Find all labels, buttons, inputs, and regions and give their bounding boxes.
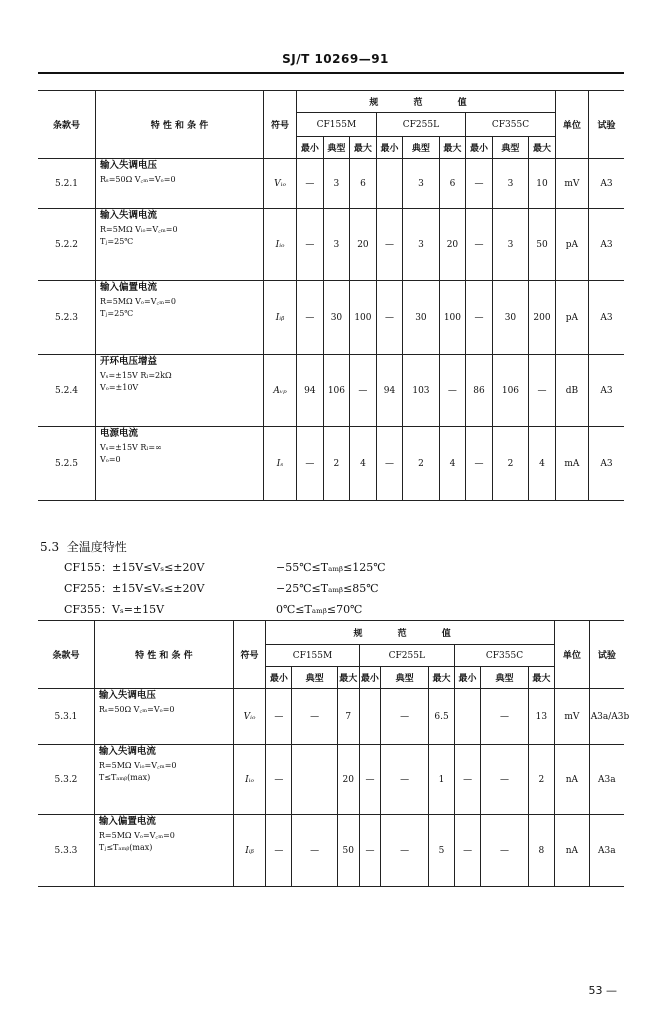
value-cell: 6.5 xyxy=(429,689,455,745)
table-row xyxy=(38,745,624,815)
value-cell: 2 xyxy=(323,427,350,501)
condition-title: 输入偏置电流 xyxy=(98,816,156,827)
condition-line: Rₛ=50Ω V꜀ₘ=Vₒ=0 xyxy=(98,704,175,714)
test-cell: A3 xyxy=(588,209,624,281)
symbol-cell: Aᵥₚ xyxy=(263,355,296,427)
value-cell: — xyxy=(297,427,324,501)
spec-table-room-temp xyxy=(38,90,624,501)
header-max: 最大 xyxy=(350,137,377,159)
header-min: 最小 xyxy=(455,667,481,689)
value-cell: 94 xyxy=(376,355,403,427)
condition-line: Vₒ=±10V xyxy=(99,383,139,393)
value-cell: — xyxy=(376,281,403,355)
value-cell: 6 xyxy=(439,159,466,209)
value-cell: 50 xyxy=(529,209,556,281)
value-cell: — xyxy=(466,159,493,209)
value-cell: — xyxy=(297,159,324,209)
header-min: 最小 xyxy=(466,137,493,159)
page-number: 53 — xyxy=(588,984,617,997)
item-number: 5.2.5 xyxy=(38,427,95,501)
value-cell: 50 xyxy=(337,815,359,887)
temp-condition-line: CF355：Vₛ=±15V 0℃≤Tₐₘᵦ≤70℃ xyxy=(64,603,363,616)
header-test: 试验 xyxy=(589,621,624,689)
table-row xyxy=(38,427,624,501)
unit-cell: pA xyxy=(555,281,588,355)
value-cell: 86 xyxy=(466,355,493,427)
value-cell: 7 xyxy=(337,689,359,745)
value-cell: — xyxy=(266,745,292,815)
item-number: 5.2.4 xyxy=(38,355,95,427)
condition-cell xyxy=(94,689,233,745)
header-symbol: 符号 xyxy=(233,621,266,689)
header-cond: 特 性 和 条 件 xyxy=(94,621,233,689)
test-cell: A3a/A3b xyxy=(589,689,624,745)
unit-cell: mV xyxy=(555,159,588,209)
unit-cell: dB xyxy=(555,355,588,427)
table-row xyxy=(38,355,624,427)
table-row xyxy=(38,689,624,745)
value-cell: 5 xyxy=(429,815,455,887)
condition-cell xyxy=(95,427,263,501)
section-heading xyxy=(40,538,127,555)
spec-table-full-temp xyxy=(38,620,630,887)
condition-title: 电源电流 xyxy=(99,428,138,439)
value-cell: — xyxy=(381,745,429,815)
value-cell: 3 xyxy=(403,209,439,281)
value-cell: 103 xyxy=(403,355,439,427)
document-header: SJ/T 10269—91 xyxy=(282,52,389,66)
value-cell: 4 xyxy=(439,427,466,501)
value-cell: — xyxy=(455,815,481,887)
value-cell xyxy=(292,745,338,815)
value-cell: — xyxy=(381,689,429,745)
value-cell: 20 xyxy=(337,745,359,815)
value-cell: 13 xyxy=(528,689,554,745)
header-model: CF255L xyxy=(359,645,454,667)
condition-line: R=5MΩ Vₒ=V꜀ₘ=0 xyxy=(98,830,175,840)
item-number: 5.2.3 xyxy=(38,281,95,355)
header-max: 最大 xyxy=(429,667,455,689)
symbol-cell: Vᵢₒ xyxy=(233,689,266,745)
unit-cell: mV xyxy=(554,689,589,745)
condition-cell xyxy=(95,281,263,355)
temp-condition-line: CF155：±15V≤Vₛ≤±20V −55℃≤Tₐₘᵦ≤125℃ xyxy=(64,561,386,574)
header-model: CF355C xyxy=(455,645,555,667)
header-model: CF255L xyxy=(376,113,466,137)
value-cell: 8 xyxy=(528,815,554,887)
header-symbol: 符号 xyxy=(263,91,296,159)
item-number: 5.2.1 xyxy=(38,159,95,209)
header-rule xyxy=(38,72,624,74)
header-typ: 典型 xyxy=(292,667,338,689)
table-row xyxy=(38,209,624,281)
header-min: 最小 xyxy=(359,667,381,689)
value-cell: — xyxy=(376,209,403,281)
value-cell: 3 xyxy=(323,209,350,281)
value-cell: 30 xyxy=(323,281,350,355)
test-cell: A3a xyxy=(589,745,624,815)
value-cell: — xyxy=(292,689,338,745)
value-cell: — xyxy=(529,355,556,427)
value-cell: 3 xyxy=(403,159,439,209)
condition-title: 输入失调电流 xyxy=(99,210,157,221)
value-cell: 106 xyxy=(492,355,528,427)
value-cell xyxy=(359,689,381,745)
condition-line: Rₛ=50Ω V꜀ₘ=Vₒ=0 xyxy=(99,174,176,184)
header-model: CF355C xyxy=(466,113,556,137)
condition-cell xyxy=(95,159,263,209)
header-model: CF155M xyxy=(297,113,377,137)
header-min: 最小 xyxy=(297,137,324,159)
value-cell: 3 xyxy=(323,159,350,209)
unit-cell: nA xyxy=(554,815,589,887)
value-cell: 2 xyxy=(528,745,554,815)
condition-cell xyxy=(94,815,233,887)
header-item: 条款号 xyxy=(38,91,95,159)
condition-title: 开环电压增益 xyxy=(99,356,157,367)
value-cell: 4 xyxy=(529,427,556,501)
value-cell: 30 xyxy=(492,281,528,355)
value-cell: — xyxy=(466,281,493,355)
value-cell: — xyxy=(481,815,529,887)
item-number: 5.3.2 xyxy=(38,745,94,815)
value-cell: — xyxy=(376,427,403,501)
condition-line: Tⱼ=25℃ xyxy=(99,237,134,247)
value-cell: — xyxy=(266,689,292,745)
value-cell: — xyxy=(292,815,338,887)
value-cell: 10 xyxy=(529,159,556,209)
header-max: 最大 xyxy=(337,667,359,689)
value-cell: 100 xyxy=(350,281,377,355)
value-cell: 200 xyxy=(529,281,556,355)
condition-line: R=5MΩ Vₒ=V꜀ₘ=0 xyxy=(99,296,176,306)
table-row xyxy=(38,815,624,887)
header-max: 最大 xyxy=(439,137,466,159)
item-number: 5.3.3 xyxy=(38,815,94,887)
header-spec: 规 范 值 xyxy=(297,91,556,113)
value-cell xyxy=(376,159,403,209)
condition-line: T≤Tₐₘᵦ(max) xyxy=(98,773,151,783)
symbol-cell: Vᵢₒ xyxy=(263,159,296,209)
header-max: 最大 xyxy=(528,667,554,689)
value-cell: 2 xyxy=(403,427,439,501)
test-cell: A3 xyxy=(588,281,624,355)
header-typ: 典型 xyxy=(481,667,529,689)
value-cell xyxy=(455,689,481,745)
temp-condition-line: CF255：±15V≤Vₛ≤±20V −25℃≤Tₐₘᵦ≤85℃ xyxy=(64,582,379,595)
symbol-cell: Iᵢₒ xyxy=(233,745,266,815)
header-spec: 规 范 值 xyxy=(266,621,555,645)
condition-title: 输入失调电压 xyxy=(99,160,157,171)
value-cell: 1 xyxy=(429,745,455,815)
item-number: 5.2.2 xyxy=(38,209,95,281)
value-cell: — xyxy=(297,209,324,281)
condition-line: R=5MΩ Vᵢₒ=V꜀ₘ=0 xyxy=(99,224,178,234)
header-typ: 典型 xyxy=(403,137,439,159)
value-cell: 3 xyxy=(492,159,528,209)
value-cell: 2 xyxy=(492,427,528,501)
symbol-cell: Iᵢᵦ xyxy=(263,281,296,355)
value-cell: — xyxy=(381,815,429,887)
header-unit: 单位 xyxy=(555,91,588,159)
value-cell: — xyxy=(466,427,493,501)
value-cell: — xyxy=(359,815,381,887)
condition-line: Vₛ=±15V Rₗ=2kΩ xyxy=(99,370,172,380)
unit-cell: nA xyxy=(554,745,589,815)
value-cell: 106 xyxy=(323,355,350,427)
table-row xyxy=(38,281,624,355)
table-row xyxy=(38,159,624,209)
value-cell: 30 xyxy=(403,281,439,355)
value-cell: — xyxy=(439,355,466,427)
header-min: 最小 xyxy=(266,667,292,689)
header-unit: 单位 xyxy=(554,621,589,689)
condition-title: 输入偏置电流 xyxy=(99,282,157,293)
value-cell: — xyxy=(466,209,493,281)
value-cell: — xyxy=(481,745,529,815)
condition-line: Tⱼ≤Tₐₘᵦ(max) xyxy=(98,843,153,853)
condition-line: Vₒ=0 xyxy=(99,455,121,465)
condition-title: 输入失调电压 xyxy=(98,690,156,701)
test-cell: A3 xyxy=(588,355,624,427)
unit-cell: pA xyxy=(555,209,588,281)
test-cell: A3 xyxy=(588,427,624,501)
value-cell: 20 xyxy=(350,209,377,281)
condition-cell xyxy=(95,209,263,281)
value-cell: 94 xyxy=(297,355,324,427)
section-title: 全温度特性 xyxy=(66,540,127,554)
value-cell: 100 xyxy=(439,281,466,355)
value-cell: 3 xyxy=(492,209,528,281)
section-number: 5.3 xyxy=(40,540,60,554)
condition-cell xyxy=(95,355,263,427)
value-cell: — xyxy=(455,745,481,815)
condition-line: Tⱼ=25℃ xyxy=(99,309,134,319)
header-typ: 典型 xyxy=(381,667,429,689)
unit-cell: mA xyxy=(555,427,588,501)
symbol-cell: Iᵢᵦ xyxy=(233,815,266,887)
condition-line: Vₛ=±15V Rₗ=∞ xyxy=(99,442,162,452)
test-cell: A3 xyxy=(588,159,624,209)
value-cell: 20 xyxy=(439,209,466,281)
header-min: 最小 xyxy=(376,137,403,159)
header-max: 最大 xyxy=(529,137,556,159)
value-cell: — xyxy=(481,689,529,745)
header-cond: 特 性 和 条 件 xyxy=(95,91,263,159)
value-cell: 4 xyxy=(350,427,377,501)
header-test: 试验 xyxy=(588,91,624,159)
header-model: CF155M xyxy=(266,645,359,667)
item-number: 5.3.1 xyxy=(38,689,94,745)
test-cell: A3a xyxy=(589,815,624,887)
condition-line: R=5MΩ Vᵢₒ=V꜀ₘ=0 xyxy=(98,760,177,770)
value-cell: — xyxy=(350,355,377,427)
header-item: 条款号 xyxy=(38,621,94,689)
value-cell: — xyxy=(266,815,292,887)
header-typ: 典型 xyxy=(323,137,350,159)
condition-cell xyxy=(94,745,233,815)
value-cell: 6 xyxy=(350,159,377,209)
symbol-cell: Iₛ xyxy=(263,427,296,501)
value-cell: — xyxy=(359,745,381,815)
value-cell: — xyxy=(297,281,324,355)
condition-title: 输入失调电流 xyxy=(98,746,156,757)
header-typ: 典型 xyxy=(492,137,528,159)
symbol-cell: Iᵢₒ xyxy=(263,209,296,281)
